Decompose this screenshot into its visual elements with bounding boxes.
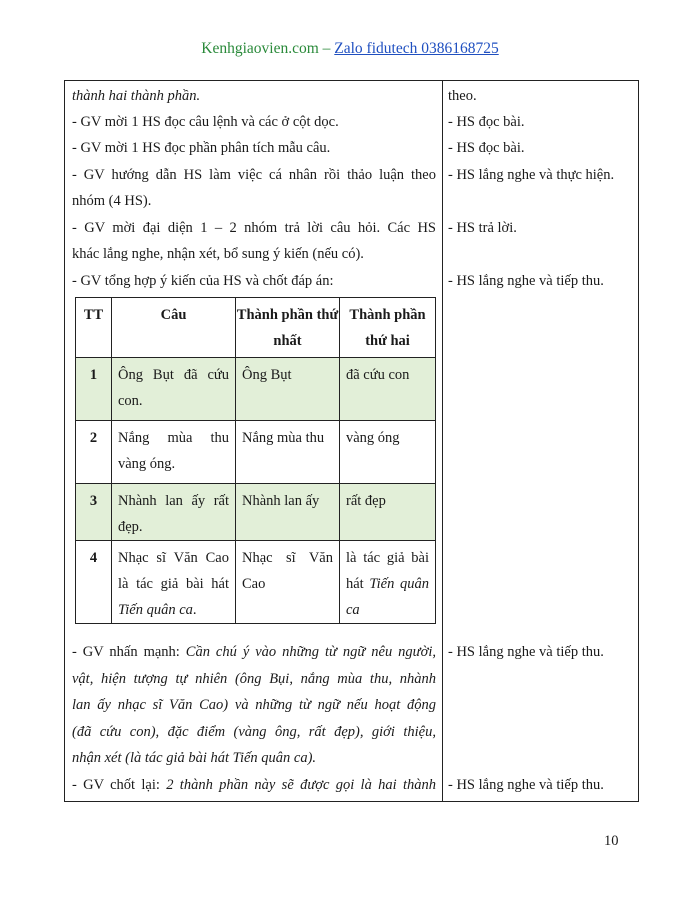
header-tt: TT [76,298,112,358]
emphasis-text-1: Cần chú ý vào những từ ngữ nêu người, [185,644,436,660]
table-row [76,541,436,624]
conclusion-text: 2 thành phần này sẽ được gọi là hai thành [166,777,436,793]
emphasis-line-4: (đã cứu con), đặc điểm (vàng ông, rất đẹp), giới thiệu, [72,724,436,740]
conclusion-prefix: - GV chốt lại: [72,777,167,793]
row-sentence: Nhành lan ấy rất đẹp. [112,484,236,541]
table-row [76,421,436,484]
teacher-line-5: nhóm (4 HS). [72,193,152,209]
header-second: Thành phần thứ hai [340,298,436,358]
teacher-line-6: - GV mời đại diện 1 – 2 nhóm trả lời câu hỏi. Các HS [72,220,436,236]
contact-link[interactable]: Zalo fidutech 0386168725 [334,40,499,57]
row-first-part: Nhành lan ấy [236,484,340,541]
header-first: Thành phần thứ nhất [236,298,340,358]
row-sentence: Ông Bụt đã cứu con. [112,358,236,421]
teacher-line-3: - GV mời 1 HS đọc phần phân tích mẫu câu. [72,140,331,156]
student-line-2: - HS đọc bài. [448,114,525,130]
student-line-5: - HS trả lời. [448,220,517,236]
teacher-line-2: - GV mời 1 HS đọc câu lệnh và các ở cột dọc. [72,114,339,130]
page-number: 10 [604,833,619,849]
header-cau: Câu [112,298,236,358]
teacher-line-8: - GV tổng hợp ý kiến của HS và chốt đáp án: [72,273,334,289]
song-title: Tiến quân ca [118,602,193,618]
student-line-8: - HS lắng nghe và tiếp thu. [448,777,604,793]
row-number: 4 [76,541,112,624]
row-first-part: Nắng mùa thu [236,421,340,484]
student-line-4: - HS lắng nghe và thực hiện. [448,167,615,183]
row-second-part [340,541,436,624]
student-line-3: - HS đọc bài. [448,140,525,156]
row-second-part: vàng óng [340,421,436,484]
row-second-part: rất đẹp [340,484,436,541]
emphasis-line-5: nhận xét (là tác giả bài hát Tiến quân ca). [72,750,317,766]
row-number: 1 [76,358,112,421]
site-name: Kenhgiaovien.com [201,40,319,57]
answer-table [75,297,436,624]
row-first-part: Nhạc sĩ Văn Cao [236,541,340,624]
lesson-table [64,80,639,802]
emphasis-line-3: lan ấy nhạc sĩ Văn Cao) và những từ ngữ nếu hoạt động [72,697,436,713]
row-second-part: đã cứu con [340,358,436,421]
teacher-line-7: khác lắng nghe, nhận xét, bổ sung ý kiến (nếu có). [72,246,364,262]
song-title: Tiến quân ca [346,576,430,618]
table-row [76,484,436,541]
answer-table-header-row [76,298,436,358]
table-row [76,358,436,421]
student-line-7: - HS lắng nghe và tiếp thu. [448,644,604,660]
emphasis-line-1 [72,643,436,661]
emphasis-line-2: vật, hiện tượng tự nhiên (ông Bụi, nắng mùa thu, nhành [72,671,436,687]
page-header [0,40,700,58]
conclusion-line [72,776,436,794]
row-sentence: Nắng mùa thu vàng óng. [112,421,236,484]
emphasis-prefix: - GV nhấn mạnh: [72,644,186,660]
row-number: 3 [76,484,112,541]
student-line-1: theo. [448,88,477,104]
row-number: 2 [76,421,112,484]
row-first-part: Ông Bụt [236,358,340,421]
second-prefix: là tác giả bài hát [346,550,429,592]
student-line-6: - HS lắng nghe và tiếp thu. [448,273,604,289]
header-separator: – [318,40,335,57]
row-sentence: Nhạc sĩ Văn Cao là tác giả bài hát Tiến quân ca. [112,541,236,624]
column-divider [442,81,443,801]
teacher-line-1: thành hai thành phần. [72,88,201,104]
teacher-line-4: - GV hướng dẫn HS làm việc cá nhân rồi thảo luận theo [72,167,436,183]
